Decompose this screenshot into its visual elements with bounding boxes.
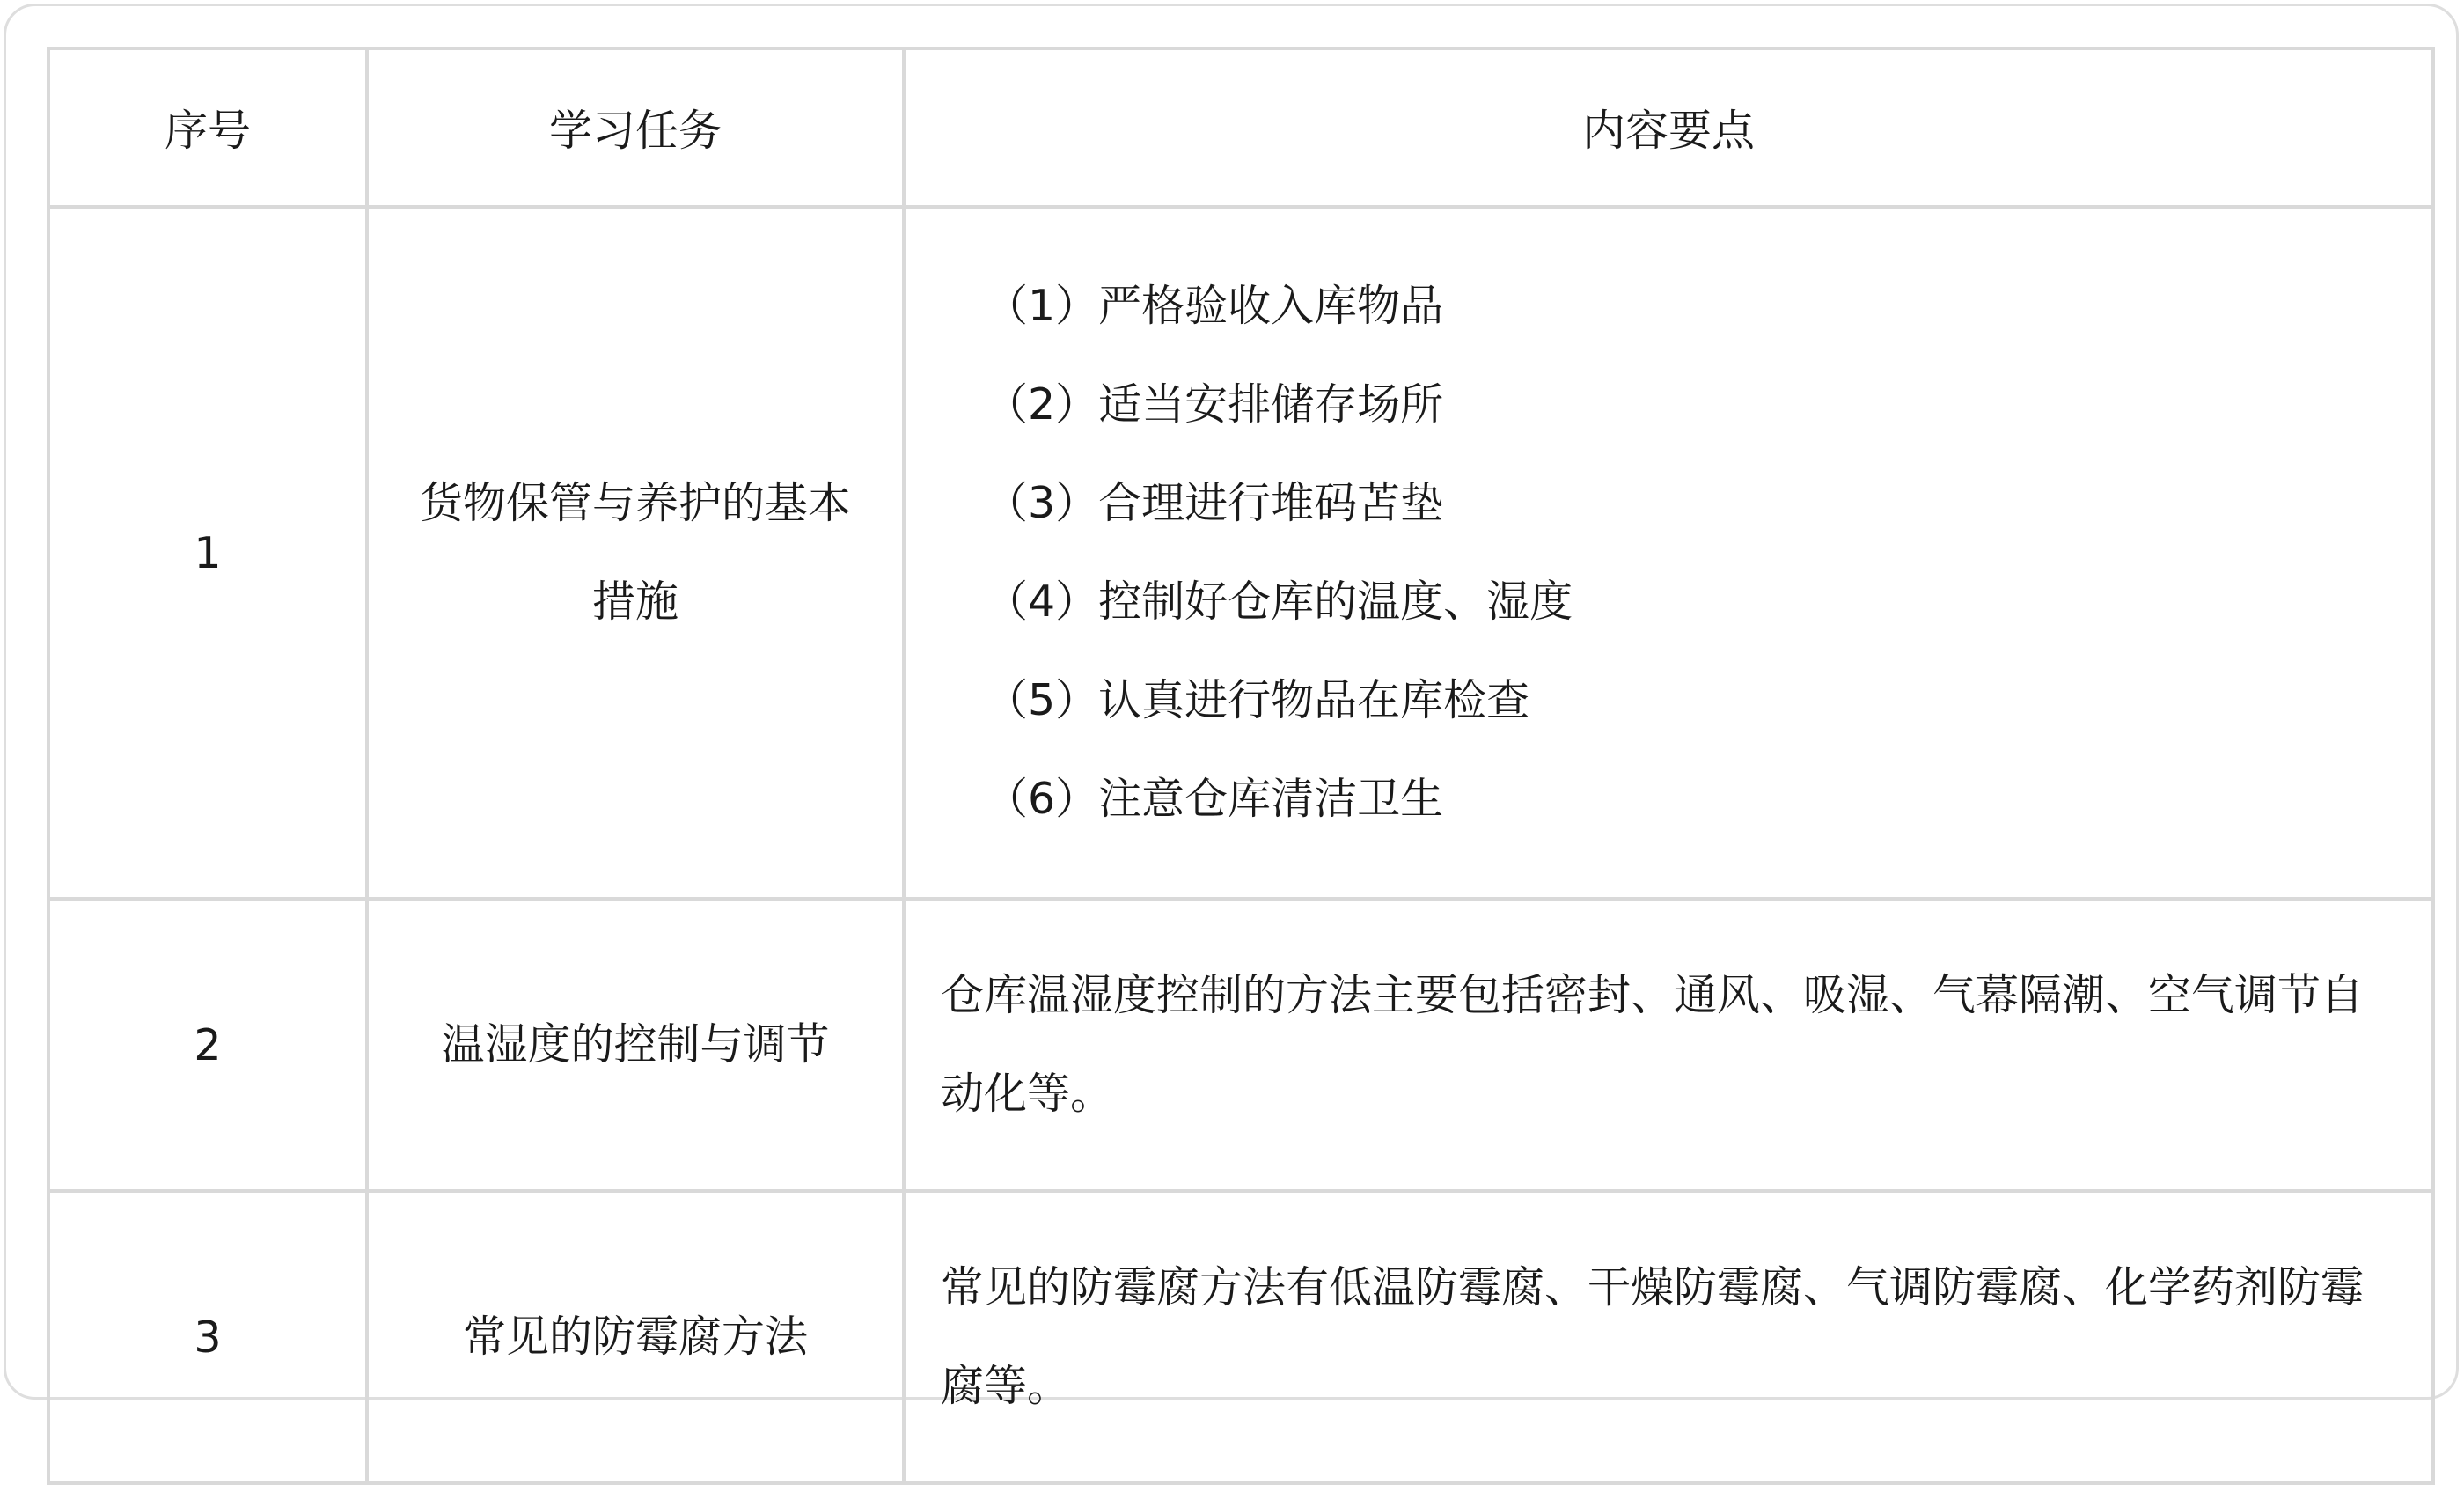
- header-number: 序号: [48, 48, 367, 207]
- content-point: （2）适当安排储存场所: [985, 379, 1444, 430]
- row-number: 1: [48, 207, 367, 899]
- header-task: 学习任务: [367, 48, 904, 207]
- table-card: [4, 4, 2459, 1411]
- table-row: [48, 207, 2433, 899]
- content-point: （4）控制好仓库的温度、湿度: [985, 577, 1573, 627]
- row-content: 仓库温湿度控制的方法主要包括密封、通风、吸湿、气幕隔潮、空气调节自动化等。: [904, 899, 2433, 1191]
- row-content: [904, 207, 2433, 899]
- table-row: [48, 899, 2433, 1191]
- content-point: （1）严格验收入库物品: [985, 281, 1444, 331]
- content-point: （6）注意仓库清洁卫生: [985, 774, 1444, 824]
- content-point-list: [941, 257, 2396, 849]
- content-point: （3）合理进行堆码苫垫: [985, 478, 1444, 528]
- header-content: 内容要点: [904, 48, 2433, 207]
- row-content: 常见的防霉腐方法有低温防霉腐、干燥防霉腐、气调防霉腐、化学药剂防霉腐等。: [904, 1191, 2433, 1483]
- study-task-table: [47, 47, 2435, 1485]
- table-row: [48, 1191, 2433, 1483]
- content-point: （5）认真进行物品在库检查: [985, 675, 1530, 725]
- row-task: 温湿度的控制与调节: [367, 899, 904, 1191]
- row-task: 常见的防霉腐方法: [367, 1191, 904, 1483]
- row-number: 3: [48, 1191, 367, 1483]
- row-task: 货物保管与养护的基本措施: [367, 207, 904, 899]
- row-number: 2: [48, 899, 367, 1191]
- table-header-row: [48, 48, 2433, 207]
